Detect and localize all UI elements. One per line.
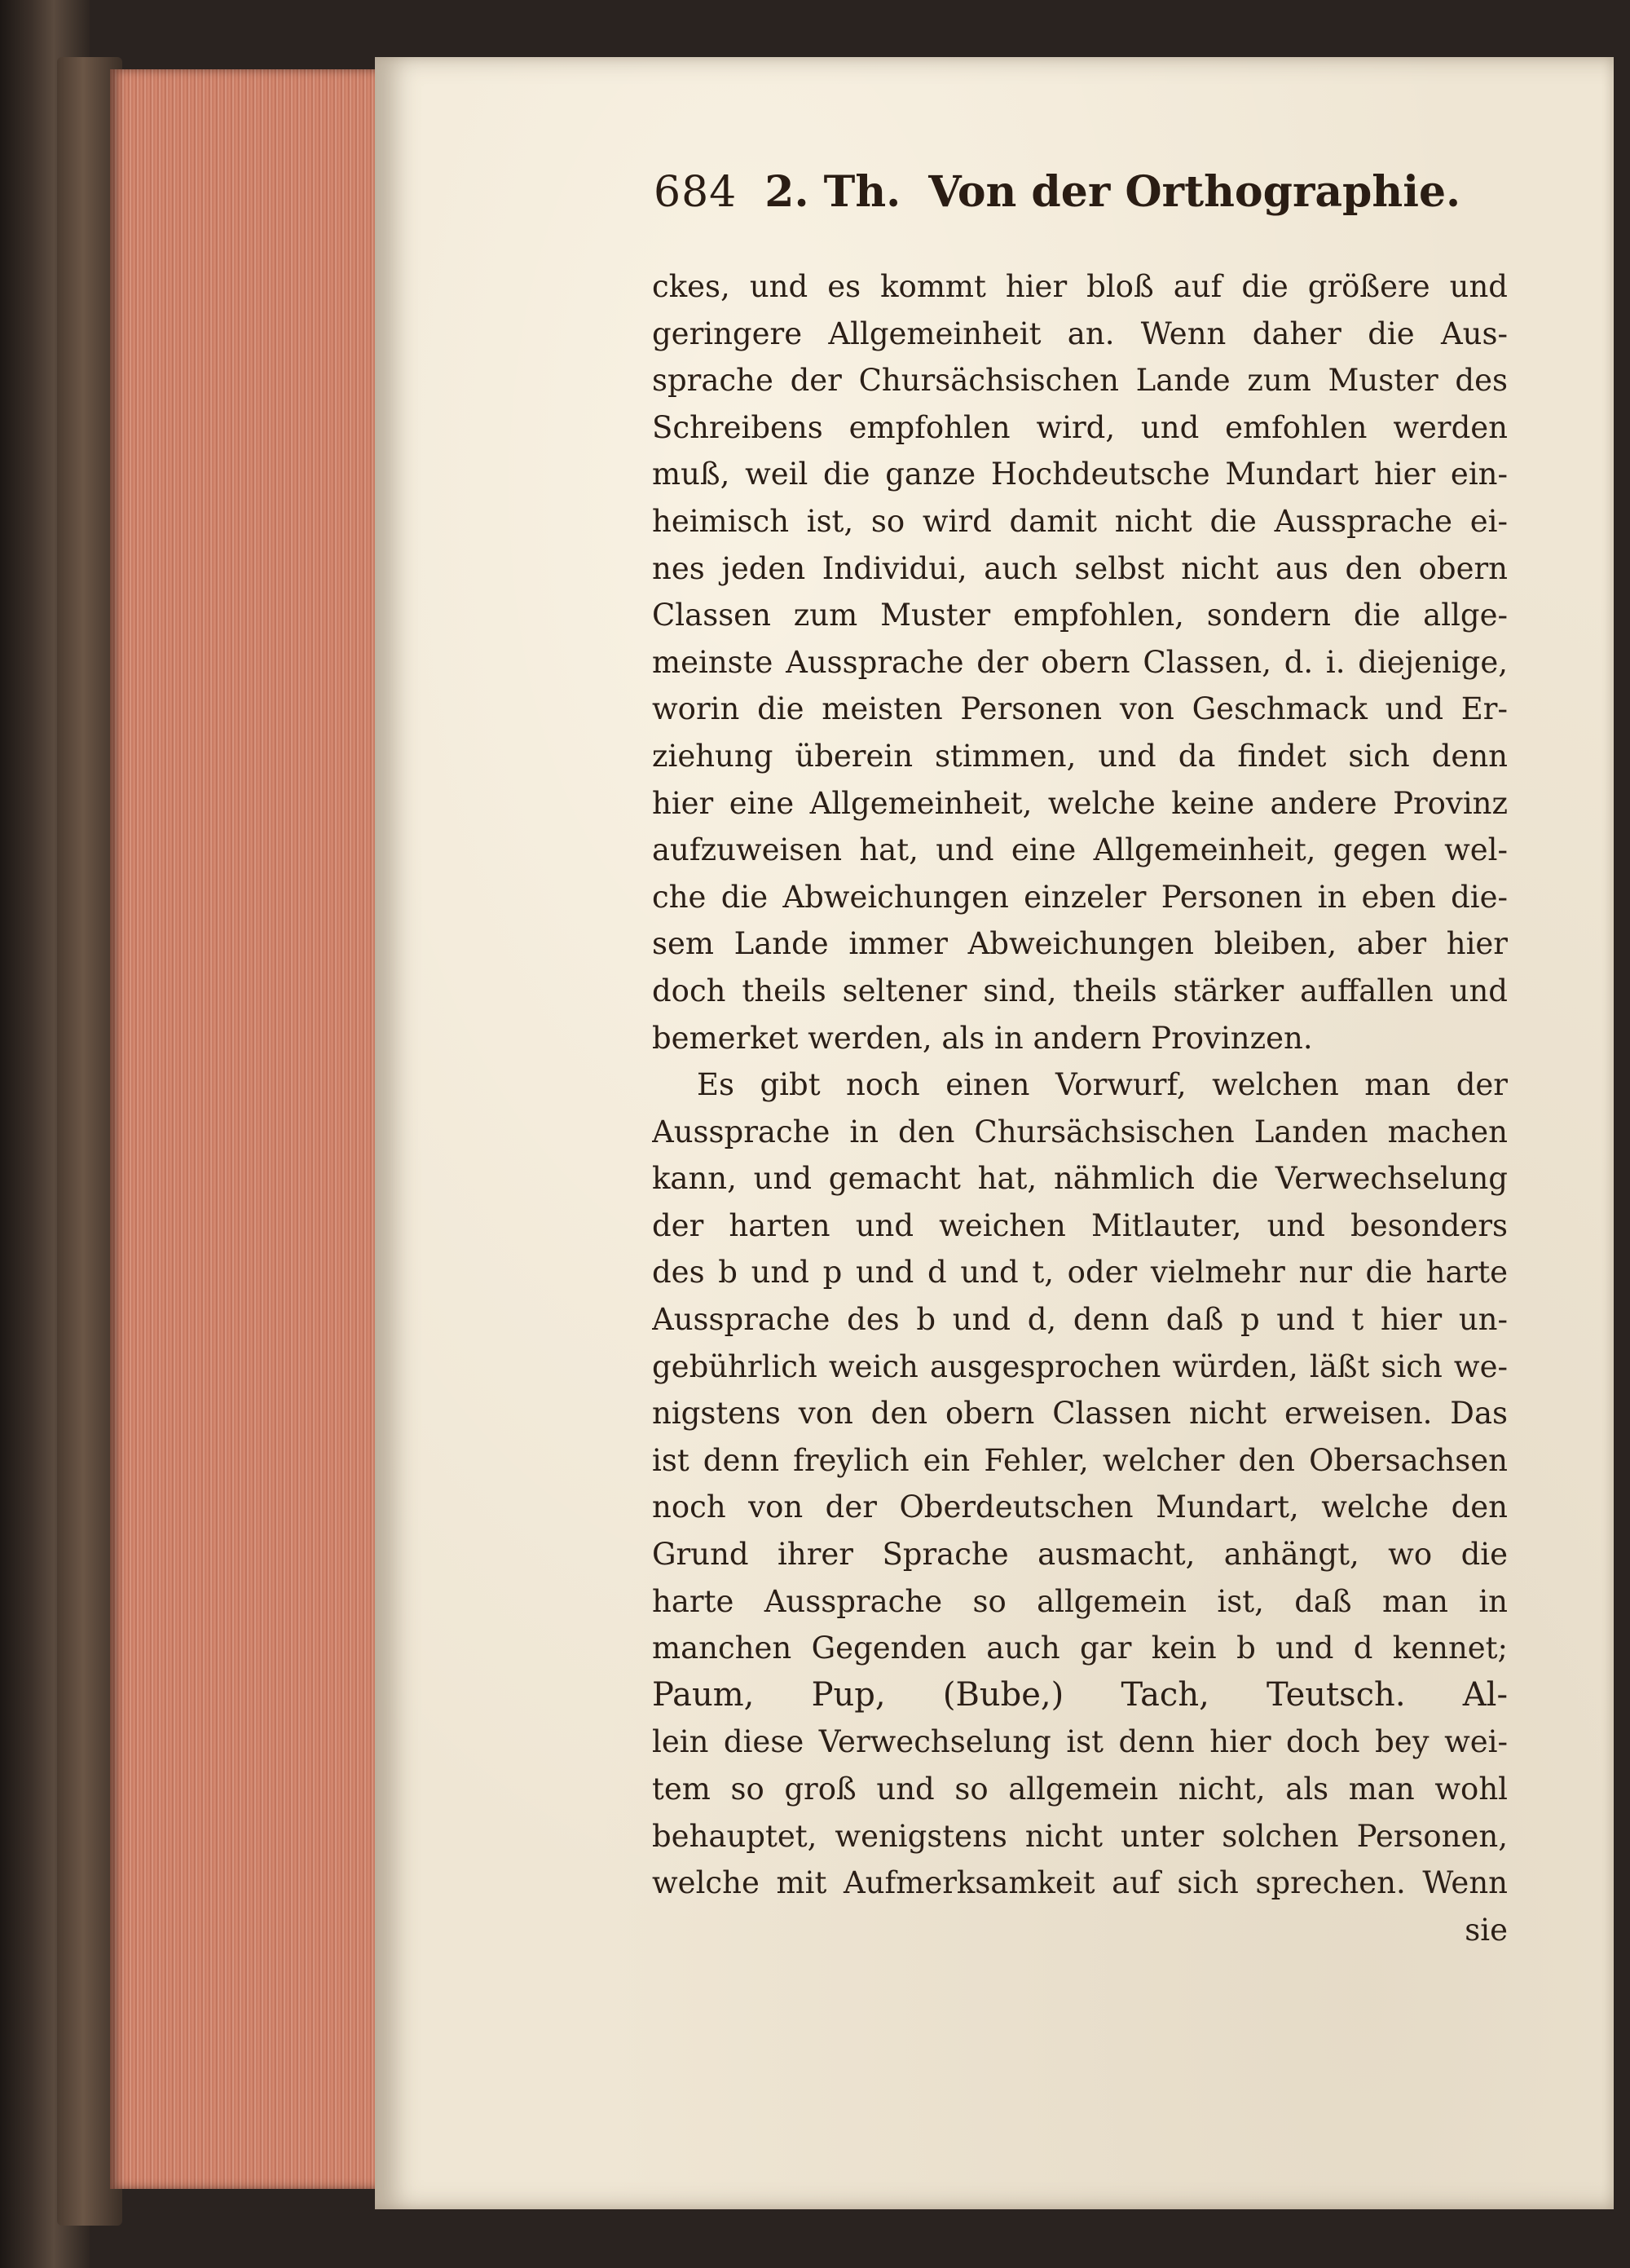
text-line: manchen Gegenden auch gar kein b und d kennet; [652,1630,1508,1666]
text-line: che die Abweichungen einzeler Personen in eben die- [652,879,1508,915]
text-line: heimisch ist, so wird damit nicht die Aussprache ei- [652,503,1508,539]
page-body [652,263,1508,1953]
page-number: 684 [654,168,738,217]
chapter-title: Von der Orthographie. [928,167,1461,217]
text-line: nigstens von den obern Classen nicht erweisen. Das [652,1396,1508,1432]
text-line: sem Lande immer Abweichungen bleiben, aber hier [652,926,1508,962]
text-line: ist denn freylich ein Fehler, welcher den Obersachsen [652,1442,1508,1478]
text-line: worin die meisten Personen von Geschmack und Er- [652,691,1508,727]
text-line: welche mit Aufmerksamkeit auf sich sprechen. Wenn [652,1865,1508,1901]
text-line: hier eine Allgemeinheit, welche keine andere Provinz [652,785,1508,821]
text-line: Grund ihrer Sprache ausmacht, anhängt, wo die [652,1537,1508,1573]
text-line: der harten und weichen Mitlauter, und besonders [652,1207,1508,1243]
text-line: des b und p und d und t, oder vielmehr nur die harte [652,1255,1508,1291]
text-line: ckes, und es kommt hier bloß auf die größere und [652,269,1508,304]
text-line: lein diese Verwechselung ist denn hier doch bey wei- [652,1724,1508,1760]
text-line: harte Aussprache so allgemein ist, daß man in [652,1583,1508,1619]
text-line: behauptet, wenigstens nicht unter solchen Personen, [652,1818,1508,1854]
page-edges [110,69,379,2189]
text-line: Paum, Pup, (Bube,) Tach, Teutsch. Al- [652,1675,1508,1714]
text-line: nes jeden Individui, auch selbst nicht aus den obern [652,550,1508,586]
text-line: bemerket werden, als in andern Provinzen. [652,1020,1313,1056]
text-line: muß, weil die ganze Hochdeutsche Mundart hier ein- [652,457,1508,492]
text-line: Schreibens empfohlen wird, und emfohlen werden [652,409,1508,445]
text-line: geringere Allgemeinheit an. Wenn daher die Aus- [652,315,1508,351]
text-line: gebührlich weich ausgesprochen würden, läßt sich we- [652,1348,1508,1384]
text-line: meinste Aussprache der obern Classen, d. i. diejenige, [652,644,1508,680]
text-line: noch von der Oberdeutschen Mundart, welche den [652,1489,1508,1525]
text-line: sprache der Chursächsischen Lande zum Muster des [652,363,1508,399]
text-line: Es gibt noch einen Vorwurf, welchen man der [697,1067,1508,1103]
text-line: kann, und gemacht hat, nähmlich die Verwechselung [652,1161,1508,1197]
text-line: ziehung überein stimmen, und da findet sich denn [652,738,1508,774]
book-page [375,57,1614,2209]
part-label: 2. Th. [764,167,901,217]
text-line: Aussprache in den Chursächsischen Landen machen [652,1114,1508,1149]
running-header [654,167,1501,232]
text-line: tem so groß und so allgemein nicht, als man wohl [652,1772,1508,1807]
text-line: Classen zum Muster empfohlen, sondern die allge- [652,598,1508,633]
text-line: Aussprache des b und d, denn daß p und t hier un- [652,1302,1508,1338]
text-line: doch theils seltener sind, theils stärker auffallen und [652,973,1508,1008]
catchword: sie [1465,1912,1508,1948]
text-line: aufzuweisen hat, und eine Allgemeinheit, gegen wel- [652,832,1508,868]
